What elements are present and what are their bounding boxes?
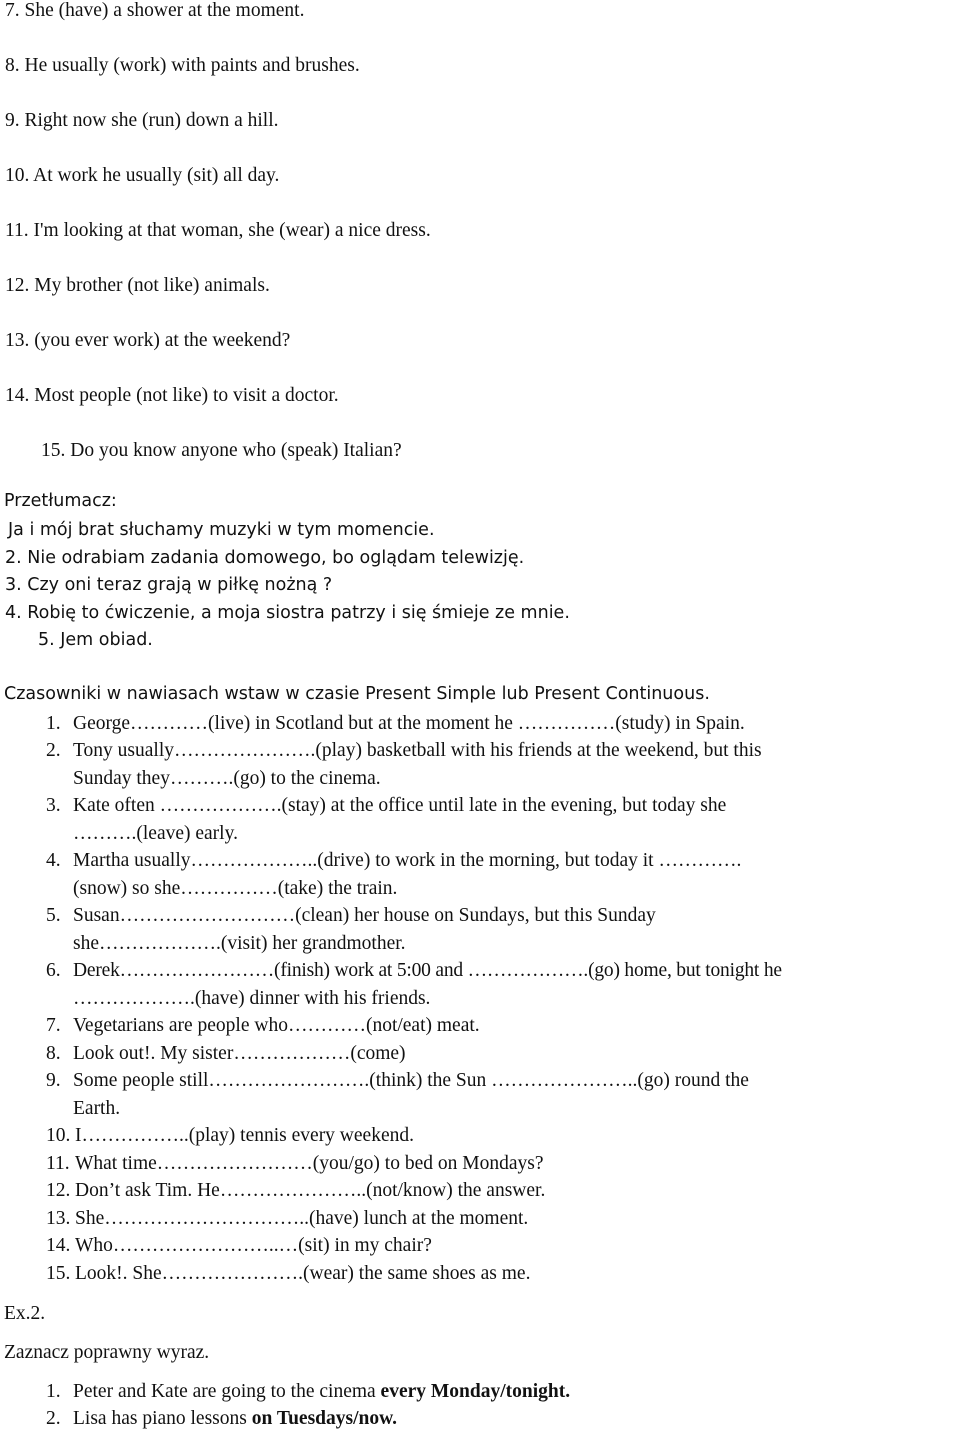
- list-item: 3. Czy oni teraz grają w piłkę nożną ?: [5, 575, 333, 595]
- list-item: Derek……………………(finish) work at 5:00 and ……………….(go) home, but tonight he: [73, 960, 782, 981]
- list-item: Tony usually………………….(play) basketball with his friends at the weekend, but this: [73, 740, 762, 761]
- list-item-continuation: ……….(leave) early.: [73, 823, 238, 844]
- list-item: 5. Jem obiad.: [38, 630, 153, 650]
- list-item: She…………………………..(have) lunch at the moment.: [75, 1208, 529, 1229]
- section-heading: Zaznacz poprawny wyraz.: [4, 1342, 210, 1363]
- item-number: 13.: [46, 1208, 71, 1229]
- list-item: I……………..(play) tennis every weekend.: [75, 1125, 414, 1146]
- list-item: 2. Nie odrabiam zadania domowego, bo oglądam telewizję.: [5, 548, 525, 568]
- exercise-label: Ex.2.: [4, 1303, 46, 1324]
- list-item: Ja i mój brat słuchamy muzyki w tym momencie.: [8, 520, 435, 540]
- item-number: 3.: [46, 795, 61, 816]
- list-item: Who……………………..…(sit) in my chair?: [75, 1235, 432, 1256]
- list-item: 11. I'm looking at that woman, she (wear) a nice dress.: [5, 220, 431, 241]
- item-number: 1.: [46, 713, 61, 734]
- list-item: [73, 1382, 570, 1402]
- item-number: 14.: [46, 1235, 71, 1256]
- list-item: Some people still…………………….(think) the Sun …………………..(go) round the: [73, 1070, 749, 1091]
- item-number: 2.: [46, 740, 61, 761]
- list-item: Look out!. My sister………………(come): [73, 1043, 406, 1064]
- item-number: 9.: [46, 1070, 61, 1091]
- list-item: Martha usually………………..(drive) to work in the morning, but today it ………….: [73, 850, 742, 871]
- list-item: Susan………………………(clean) her house on Sundays, but this Sunday: [73, 905, 656, 926]
- list-item: 8. He usually (work) with paints and brushes.: [5, 55, 360, 76]
- list-item: 13. (you ever work) at the weekend?: [5, 330, 291, 351]
- list-item-continuation: (snow) so she……………(take) the train.: [73, 878, 398, 899]
- item-number: 1.: [46, 1381, 61, 1402]
- item-number: 5.: [46, 905, 61, 926]
- item-number: 4.: [46, 850, 61, 871]
- list-item: [73, 1409, 397, 1429]
- list-item: Don’t ask Tim. He…………………..(not/know) the answer.: [75, 1180, 546, 1201]
- item-number: 12.: [46, 1180, 71, 1201]
- item-number: 10.: [46, 1125, 71, 1146]
- item-number: 15.: [46, 1263, 71, 1284]
- section-heading: Czasowniki w nawiasach wstaw w czasie Present Simple lub Present Continuous.: [4, 684, 710, 704]
- list-item: George…………(live) in Scotland but at the moment he ……………(study) in Spain.: [73, 713, 745, 734]
- list-item: 10. At work he usually (sit) all day.: [5, 165, 280, 186]
- item-number: 8.: [46, 1043, 61, 1064]
- item-number: 2.: [46, 1408, 61, 1429]
- list-item: 14. Most people (not like) to visit a doctor.: [5, 385, 339, 406]
- list-item: 7. She (have) a shower at the moment.: [5, 0, 305, 21]
- item-options: on Tuesdays/now.: [251, 1408, 397, 1429]
- list-item: Kate often ……………….(stay) at the office until late in the evening, but today she: [73, 795, 727, 816]
- list-item: 12. My brother (not like) animals.: [5, 275, 270, 296]
- list-item: 4. Robię to ćwiczenie, a moja siostra patrzy i się śmieje ze mnie.: [5, 603, 570, 623]
- list-item-continuation: Sunday they……….(go) to the cinema.: [73, 768, 381, 789]
- list-item-continuation: she……………….(visit) her grandmother.: [73, 933, 406, 954]
- list-item: Vegetarians are people who…………(not/eat) meat.: [73, 1015, 480, 1036]
- list-item: 9. Right now she (run) down a hill.: [5, 110, 279, 131]
- item-number: 6.: [46, 960, 61, 981]
- list-item: 15. Do you know anyone who (speak) Italian?: [41, 440, 402, 461]
- item-number: 11.: [46, 1153, 70, 1174]
- list-item: What time……………………(you/go) to bed on Mondays?: [75, 1153, 544, 1174]
- item-text: Lisa has piano lessons: [73, 1408, 252, 1429]
- item-options: every Monday/tonight.: [380, 1381, 571, 1402]
- item-text: Peter and Kate are going to the cinema: [73, 1381, 381, 1402]
- list-item-continuation: ……………….(have) dinner with his friends.: [73, 988, 431, 1009]
- item-number: 7.: [46, 1015, 61, 1036]
- list-item: Look!. She………………….(wear) the same shoes as me.: [75, 1263, 531, 1284]
- section-heading: Przetłumacz:: [4, 491, 117, 511]
- list-item-continuation: Earth.: [73, 1098, 121, 1119]
